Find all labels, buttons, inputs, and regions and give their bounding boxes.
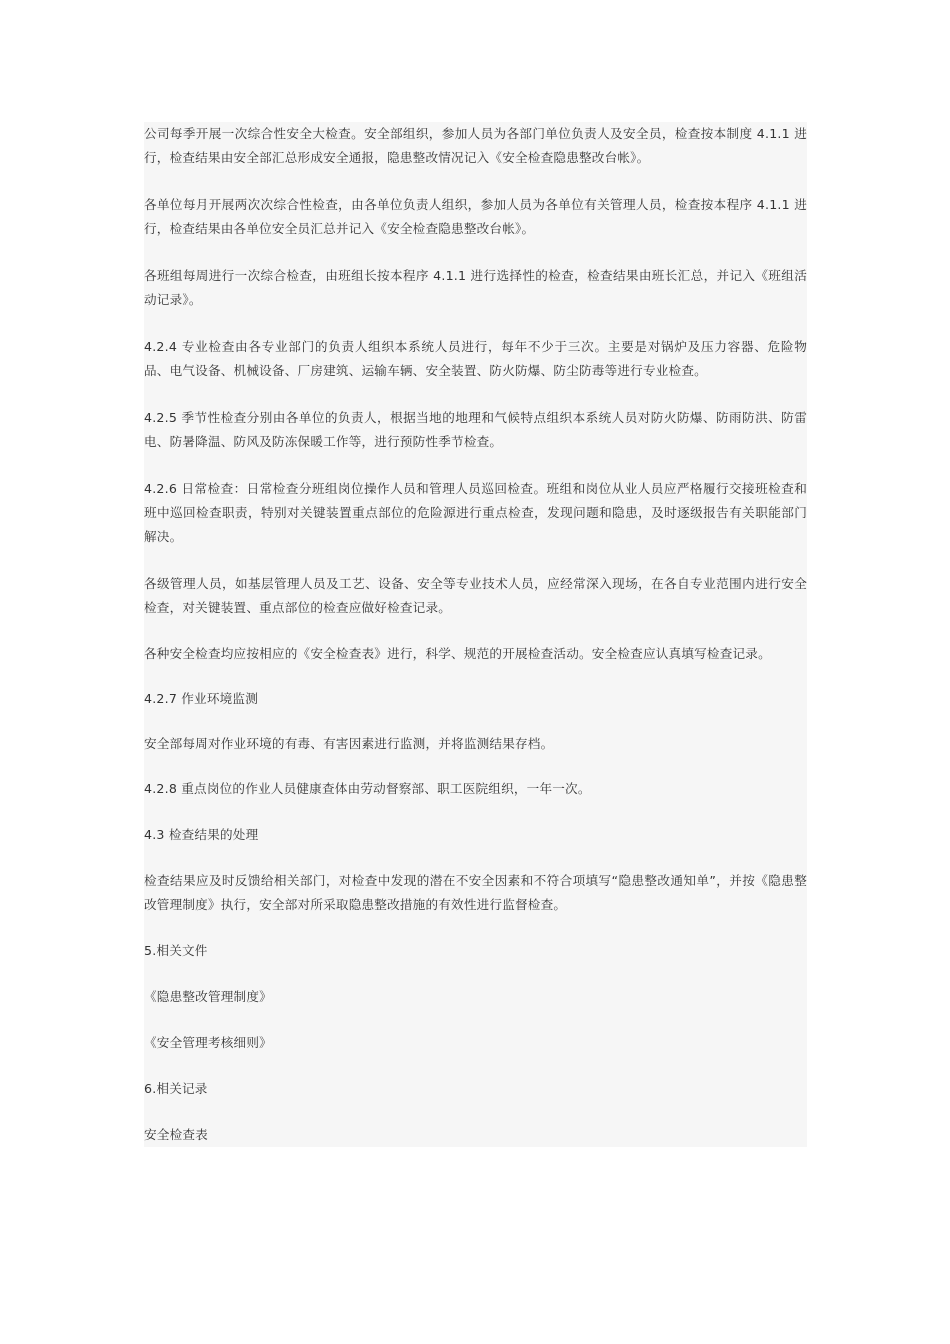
paragraph-quarterly-inspection: 公司每季开展一次综合性安全大检查。安全部组织，参加人员为各部门单位负责人及安全员，检查按本制度 4.1.1 进行，检查结果由安全部汇总形成安全通报，隐患整改情况记入《安全检查隐患整改台帐》。 [144, 126, 807, 165]
paragraph-4-2-5-seasonal-inspection: 4.2.5 季节性检查分别由各单位的负责人，根据当地的地理和气候特点组织本系统人员对防火防爆、防雨防洪、防雷电、防暑降温、防风及防冻保暖工作等，进行预防性季节检查。 [144, 410, 807, 449]
document-body [144, 122, 807, 1147]
paragraph-4-2-6-daily-inspection: 4.2.6 日常检查：日常检查分班组岗位操作人员和管理人员巡回检查。班组和岗位从业人员应严格履行交接班检查和班中巡回检查职责，特别对关键装置重点部位的危险源进行重点检查，发现问题和隐患，及时逐级报告有关职能部门解决。 [144, 481, 807, 544]
heading-related-records: 6.相关记录 [144, 1081, 208, 1096]
heading-4-3: 4.3 检查结果的处理 [144, 827, 259, 842]
paragraph-checklist-requirement: 各种安全检查均应按相应的《安全检查表》进行，科学、规范的开展检查活动。安全检查应认真填写检查记录。 [144, 646, 771, 661]
paragraph-environment-monitoring: 安全部每周对作业环境的有毒、有害因素进行监测，并将监测结果存档。 [144, 736, 554, 751]
paragraph-4-2-8-health-check: 4.2.8 重点岗位的作业人员健康查体由劳动督察部、职工医院组织，一年一次。 [144, 781, 591, 796]
paragraph-result-handling: 检查结果应及时反馈给相关部门，对检查中发现的潜在不安全因素和不符合项填写“隐患整改通知单”，并按《隐患整改管理制度》执行，安全部对所采取隐患整改措施的有效性进行监督检查。 [144, 873, 807, 912]
paragraph-manager-inspection: 各级管理人员，如基层管理人员及工艺、设备、安全等专业技术人员，应经常深入现场，在各自专业范围内进行安全检查，对关键装置、重点部位的检查应做好检查记录。 [144, 576, 807, 615]
related-record-item: 安全检查表 [144, 1127, 208, 1142]
paragraph-weekly-team-inspection: 各班组每周进行一次综合检查，由班组长按本程序 4.1.1 进行选择性的检查，检查结果由班长汇总，并记入《班组活动记录》。 [144, 268, 807, 307]
heading-4-2-7: 4.2.7 作业环境监测 [144, 691, 259, 706]
related-document-item: 《安全管理考核细则》 [144, 1035, 272, 1050]
paragraph-4-2-4-professional-inspection: 4.2.4 专业检查由各专业部门的负责人组织本系统人员进行，每年不少于三次。主要是对锅炉及压力容器、危险物品、电气设备、机械设备、厂房建筑、运输车辆、安全装置、防火防爆、防尘防毒等进行专业检查。 [144, 339, 807, 378]
paragraph-monthly-inspection: 各单位每月开展两次次综合性检查，由各单位负责人组织，参加人员为各单位有关管理人员，检查按本程序 4.1.1 进行，检查结果由各单位安全员汇总并记入《安全检查隐患整改台帐》。 [144, 197, 807, 236]
related-document-item: 《隐患整改管理制度》 [144, 989, 272, 1004]
heading-related-documents: 5.相关文件 [144, 943, 208, 958]
